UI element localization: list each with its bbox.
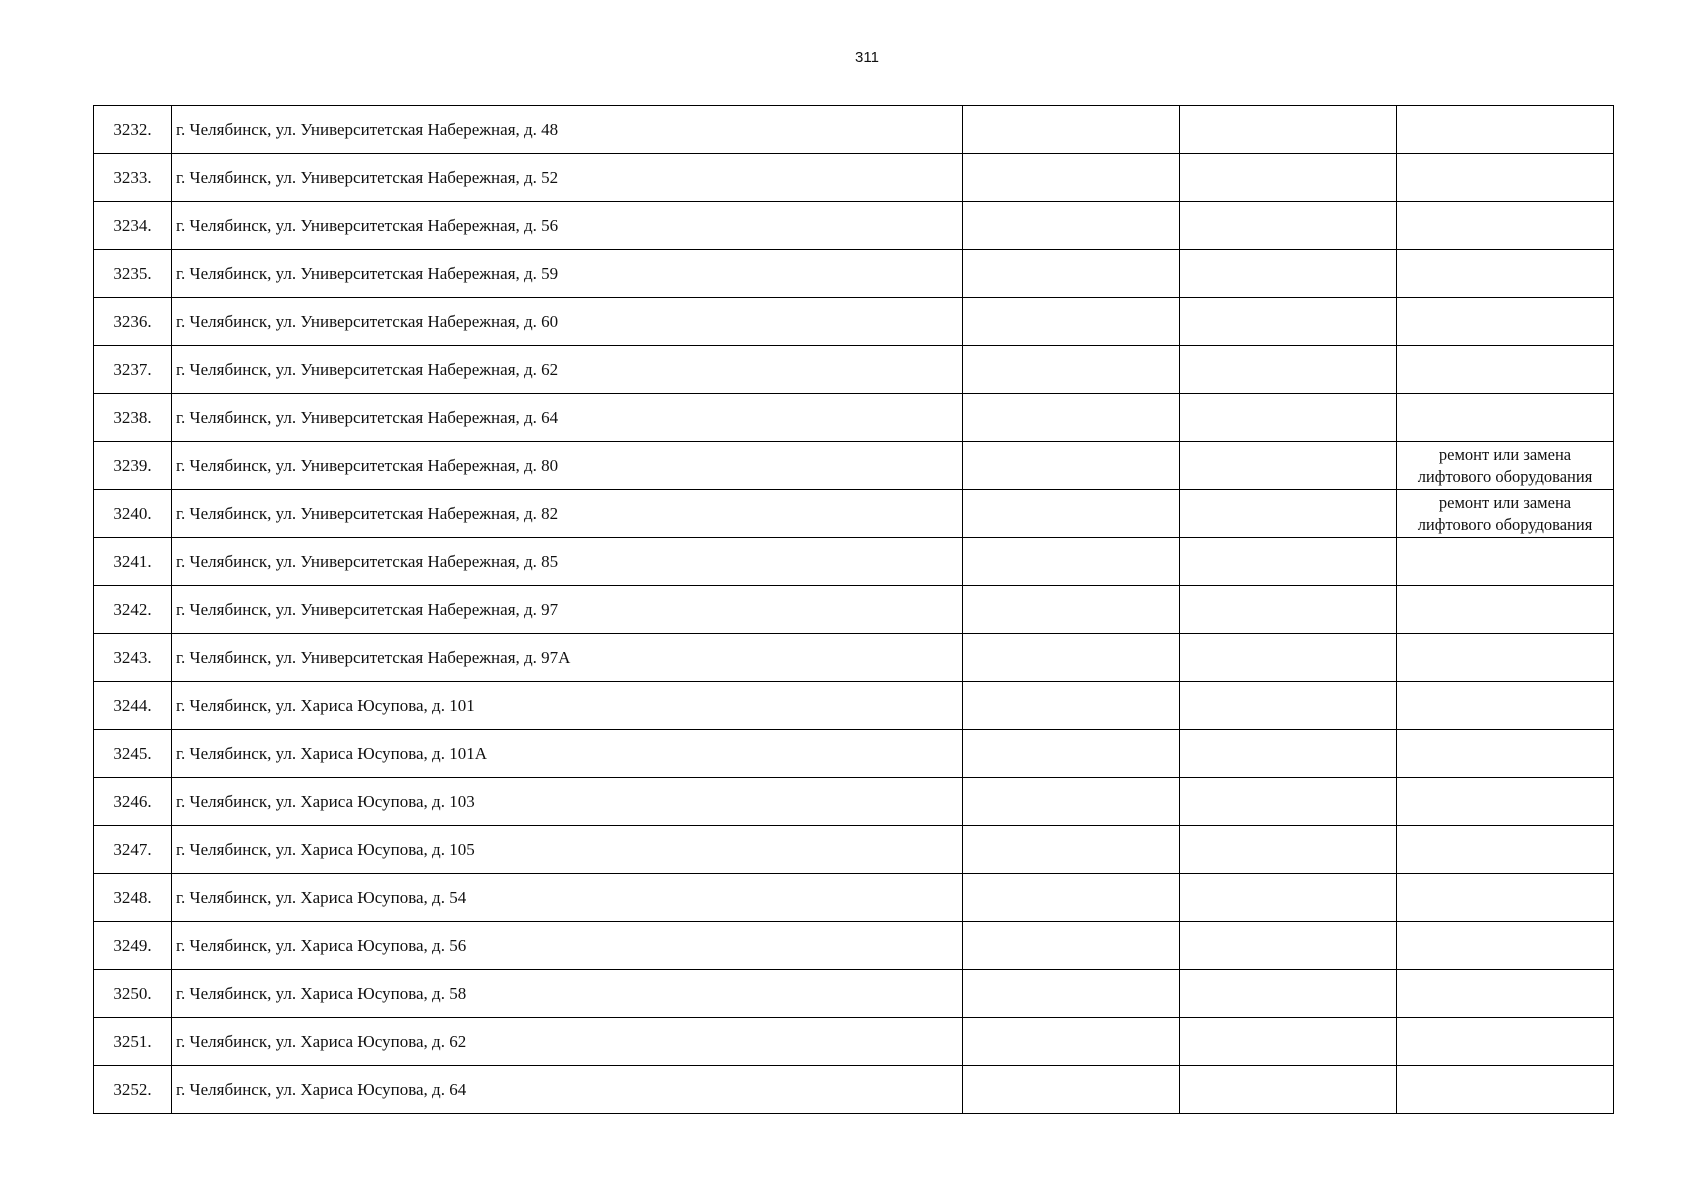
empty-cell xyxy=(1180,346,1397,394)
row-number: 3248. xyxy=(94,874,172,922)
table-row xyxy=(94,106,1614,154)
empty-cell xyxy=(963,970,1180,1018)
row-address: г. Челябинск, ул. Университетская Набережная, д. 97А xyxy=(172,634,963,682)
row-work-type xyxy=(1397,922,1614,970)
row-work-type xyxy=(1397,874,1614,922)
row-number: 3243. xyxy=(94,634,172,682)
empty-cell xyxy=(963,490,1180,538)
row-number: 3246. xyxy=(94,778,172,826)
empty-cell xyxy=(1180,730,1397,778)
row-address: г. Челябинск, ул. Университетская Набережная, д. 85 xyxy=(172,538,963,586)
row-number: 3236. xyxy=(94,298,172,346)
table-row xyxy=(94,250,1614,298)
row-number: 3244. xyxy=(94,682,172,730)
table-row xyxy=(94,394,1614,442)
empty-cell xyxy=(963,826,1180,874)
row-work-type xyxy=(1397,826,1614,874)
row-number: 3237. xyxy=(94,346,172,394)
empty-cell xyxy=(1180,490,1397,538)
empty-cell xyxy=(1180,826,1397,874)
row-address: г. Челябинск, ул. Университетская Набережная, д. 56 xyxy=(172,202,963,250)
empty-cell xyxy=(963,394,1180,442)
empty-cell xyxy=(1180,874,1397,922)
empty-cell xyxy=(963,154,1180,202)
table-row xyxy=(94,922,1614,970)
work-type-line: лифтового оборудования xyxy=(1417,514,1593,534)
row-work-type xyxy=(1397,106,1614,154)
row-work-type xyxy=(1397,730,1614,778)
empty-cell xyxy=(963,442,1180,490)
row-number: 3241. xyxy=(94,538,172,586)
row-address: г. Челябинск, ул. Университетская Набережная, д. 97 xyxy=(172,586,963,634)
row-work-type xyxy=(1397,634,1614,682)
row-address: г. Челябинск, ул. Хариса Юсупова, д. 58 xyxy=(172,970,963,1018)
row-number: 3240. xyxy=(94,490,172,538)
row-address: г. Челябинск, ул. Хариса Юсупова, д. 56 xyxy=(172,922,963,970)
row-work-type xyxy=(1397,490,1614,538)
row-number: 3242. xyxy=(94,586,172,634)
table-row xyxy=(94,490,1614,538)
row-address: г. Челябинск, ул. Университетская Набережная, д. 52 xyxy=(172,154,963,202)
table-body xyxy=(94,106,1614,1114)
empty-cell xyxy=(1180,154,1397,202)
row-address: г. Челябинск, ул. Университетская Набережная, д. 48 xyxy=(172,106,963,154)
empty-cell xyxy=(1180,682,1397,730)
table-row xyxy=(94,1066,1614,1114)
row-work-type xyxy=(1397,250,1614,298)
row-work-type xyxy=(1397,154,1614,202)
empty-cell xyxy=(963,586,1180,634)
empty-cell xyxy=(1180,634,1397,682)
table-row xyxy=(94,586,1614,634)
empty-cell xyxy=(963,730,1180,778)
table-row xyxy=(94,970,1614,1018)
row-work-type xyxy=(1397,538,1614,586)
row-work-type xyxy=(1397,1018,1614,1066)
row-number: 3239. xyxy=(94,442,172,490)
empty-cell xyxy=(1180,1066,1397,1114)
row-work-type xyxy=(1397,298,1614,346)
empty-cell xyxy=(963,106,1180,154)
row-work-type xyxy=(1397,970,1614,1018)
table-row xyxy=(94,346,1614,394)
empty-cell xyxy=(1180,442,1397,490)
empty-cell xyxy=(963,922,1180,970)
empty-cell xyxy=(963,1066,1180,1114)
row-address: г. Челябинск, ул. Университетская Набережная, д. 59 xyxy=(172,250,963,298)
empty-cell xyxy=(1180,394,1397,442)
empty-cell xyxy=(1180,586,1397,634)
empty-cell xyxy=(963,346,1180,394)
row-work-type xyxy=(1397,346,1614,394)
empty-cell xyxy=(1180,250,1397,298)
empty-cell xyxy=(963,778,1180,826)
row-number: 3252. xyxy=(94,1066,172,1114)
row-work-type xyxy=(1397,442,1614,490)
table-row xyxy=(94,778,1614,826)
table-row xyxy=(94,826,1614,874)
empty-cell xyxy=(963,250,1180,298)
table-row xyxy=(94,730,1614,778)
table-row xyxy=(94,154,1614,202)
row-address: г. Челябинск, ул. Хариса Юсупова, д. 54 xyxy=(172,874,963,922)
row-address: г. Челябинск, ул. Университетская Набережная, д. 80 xyxy=(172,442,963,490)
table-row xyxy=(94,538,1614,586)
row-work-type xyxy=(1397,586,1614,634)
row-number: 3233. xyxy=(94,154,172,202)
row-number: 3232. xyxy=(94,106,172,154)
row-number: 3251. xyxy=(94,1018,172,1066)
work-type-line: ремонт или замена xyxy=(1438,492,1572,512)
row-work-type xyxy=(1397,394,1614,442)
empty-cell xyxy=(1180,202,1397,250)
row-number: 3245. xyxy=(94,730,172,778)
empty-cell xyxy=(963,874,1180,922)
row-address: г. Челябинск, ул. Хариса Юсупова, д. 103 xyxy=(172,778,963,826)
table-row xyxy=(94,1018,1614,1066)
row-work-type xyxy=(1397,202,1614,250)
row-address: г. Челябинск, ул. Университетская Набережная, д. 62 xyxy=(172,346,963,394)
work-type-line: лифтового оборудования xyxy=(1417,466,1593,486)
empty-cell xyxy=(963,1018,1180,1066)
table-row xyxy=(94,202,1614,250)
row-number: 3235. xyxy=(94,250,172,298)
row-address: г. Челябинск, ул. Университетская Набережная, д. 64 xyxy=(172,394,963,442)
row-number: 3249. xyxy=(94,922,172,970)
row-address: г. Челябинск, ул. Хариса Юсупова, д. 64 xyxy=(172,1066,963,1114)
row-number: 3250. xyxy=(94,970,172,1018)
empty-cell xyxy=(963,298,1180,346)
empty-cell xyxy=(1180,1018,1397,1066)
table-row xyxy=(94,634,1614,682)
row-address: г. Челябинск, ул. Хариса Юсупова, д. 101 xyxy=(172,682,963,730)
row-number: 3247. xyxy=(94,826,172,874)
empty-cell xyxy=(1180,922,1397,970)
empty-cell xyxy=(963,202,1180,250)
empty-cell xyxy=(1180,106,1397,154)
empty-cell xyxy=(1180,778,1397,826)
page-number: 311 xyxy=(855,49,879,66)
empty-cell xyxy=(1180,538,1397,586)
row-address: г. Челябинск, ул. Университетская Набережная, д. 60 xyxy=(172,298,963,346)
row-address: г. Челябинск, ул. Университетская Набережная, д. 82 xyxy=(172,490,963,538)
table-row xyxy=(94,682,1614,730)
empty-cell xyxy=(1180,970,1397,1018)
row-number: 3238. xyxy=(94,394,172,442)
empty-cell xyxy=(963,538,1180,586)
table-row xyxy=(94,298,1614,346)
table-row xyxy=(94,874,1614,922)
row-work-type xyxy=(1397,1066,1614,1114)
row-work-type xyxy=(1397,778,1614,826)
table-row xyxy=(94,442,1614,490)
row-address: г. Челябинск, ул. Хариса Юсупова, д. 105 xyxy=(172,826,963,874)
row-address: г. Челябинск, ул. Хариса Юсупова, д. 101А xyxy=(172,730,963,778)
empty-cell xyxy=(963,682,1180,730)
row-work-type xyxy=(1397,682,1614,730)
empty-cell xyxy=(1180,298,1397,346)
work-type-line: ремонт или замена xyxy=(1438,444,1572,464)
empty-cell xyxy=(963,634,1180,682)
address-register-table xyxy=(93,105,1614,1114)
row-address: г. Челябинск, ул. Хариса Юсупова, д. 62 xyxy=(172,1018,963,1066)
row-number: 3234. xyxy=(94,202,172,250)
